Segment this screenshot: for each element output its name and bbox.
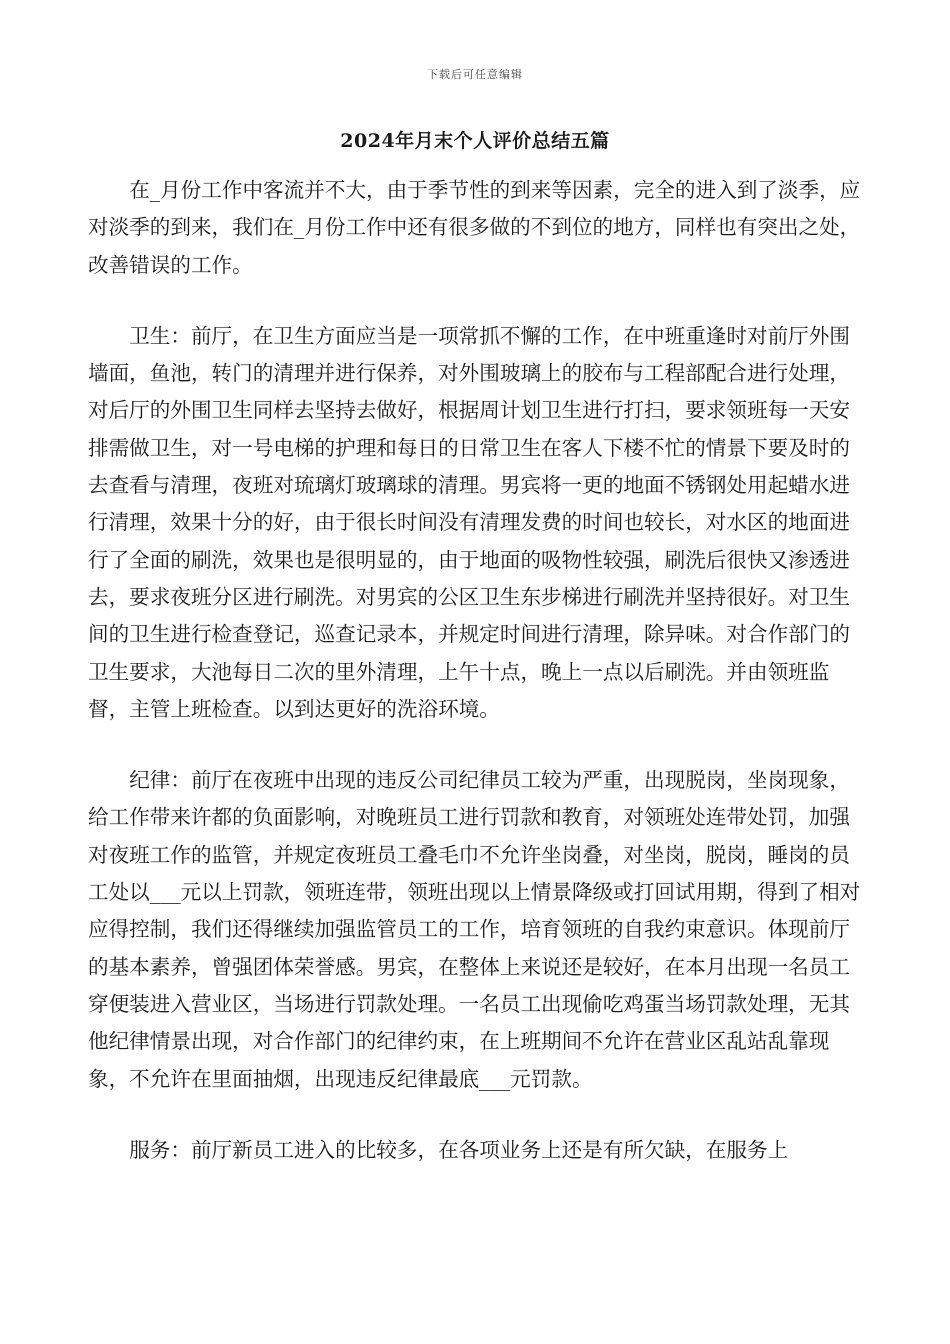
document-title: 2024年月末个人评价总结五篇	[340, 130, 610, 152]
document-body	[88, 172, 864, 1169]
paragraph-hygiene: 卫生：前厅，在卫生方面应当是一项常抓不懈的工作，在中班重逢时对前厅外围墙面，鱼池，转门的清理并进行保养，对外围玻璃上的胶布与工程部配合进行处理，对后厅的外围卫生同样去坚持去做好，根据周计划卫生进行打扫，要求领班每一天安排需做卫生，对一号电梯的护理和每日的日常卫生在客人下楼不忙的情景下要及时的去查看与清理，夜班对琉璃灯玻璃球的清理。男宾将一更的地面不锈钢处用起蜡水进行清理，效果十分的好，由于很长时间没有清理发费的时间也较长，对水区的地面进行了全面的刷洗，效果也是很明显的，由于地面的吸物性较强，刷洗后很快又渗透进去，要求夜班分区进行刷洗。对男宾的公区卫生东步梯进行刷洗并坚持很好。对卫生间的卫生进行检查登记，巡查记录本，并规定时间进行清理，除异味。对合作部门的卫生要求，大池每日二次的里外清理，上午十点，晚上一点以后刷洗。并由领班监督，主管上班检查。以到达更好的洗浴环境。	[88, 323, 850, 721]
paragraph-service: 服务：前厅新员工进入的比较多，在各项业务上还是有所欠缺，在服务上	[129, 1137, 789, 1162]
paragraph-intro: 在_月份工作中客流并不大，由于季节性的到来等因素，完全的进入到了淡季，应对淡季的到来，我们在_月份工作中还有很多做的不到位的地方，同样也有突出之处，改善错误的工作。	[88, 178, 861, 277]
paragraph-discipline: 纪律：前厅在夜班中出现的违反公司纪律员工较为严重，出现脱岗，坐岗现象，给工作带来许都的负面影响，对晚班员工进行罚款和教育，对领班处连带处罚，加强对夜班工作的监管，并规定夜班员工叠毛巾不允许坐岗叠，对坐岗，脱岗，睡岗的员工处以___元以上罚款，领班连带，领班出现以上情景降级或打回试用期，得到了相对应得控制，我们还得继续加强监管员工的工作，培育领班的自我约束意识。体现前厅的基本素养，曾强团体荣誉感。男宾，在整体上来说还是较好，在本月出现一名员工穿便装进入营业区，当场进行罚款处理。一名员工出现偷吃鸡蛋当场罚款处理，无其他纪律情景出现，对合作部门的纪律约束，在上班期间不允许在营业区乱站乱靠现象，不允许在里面抽烟，出现违反纪律最底___元罚款。	[88, 768, 861, 1091]
header-note: 下载后可任意编辑	[427, 68, 523, 81]
